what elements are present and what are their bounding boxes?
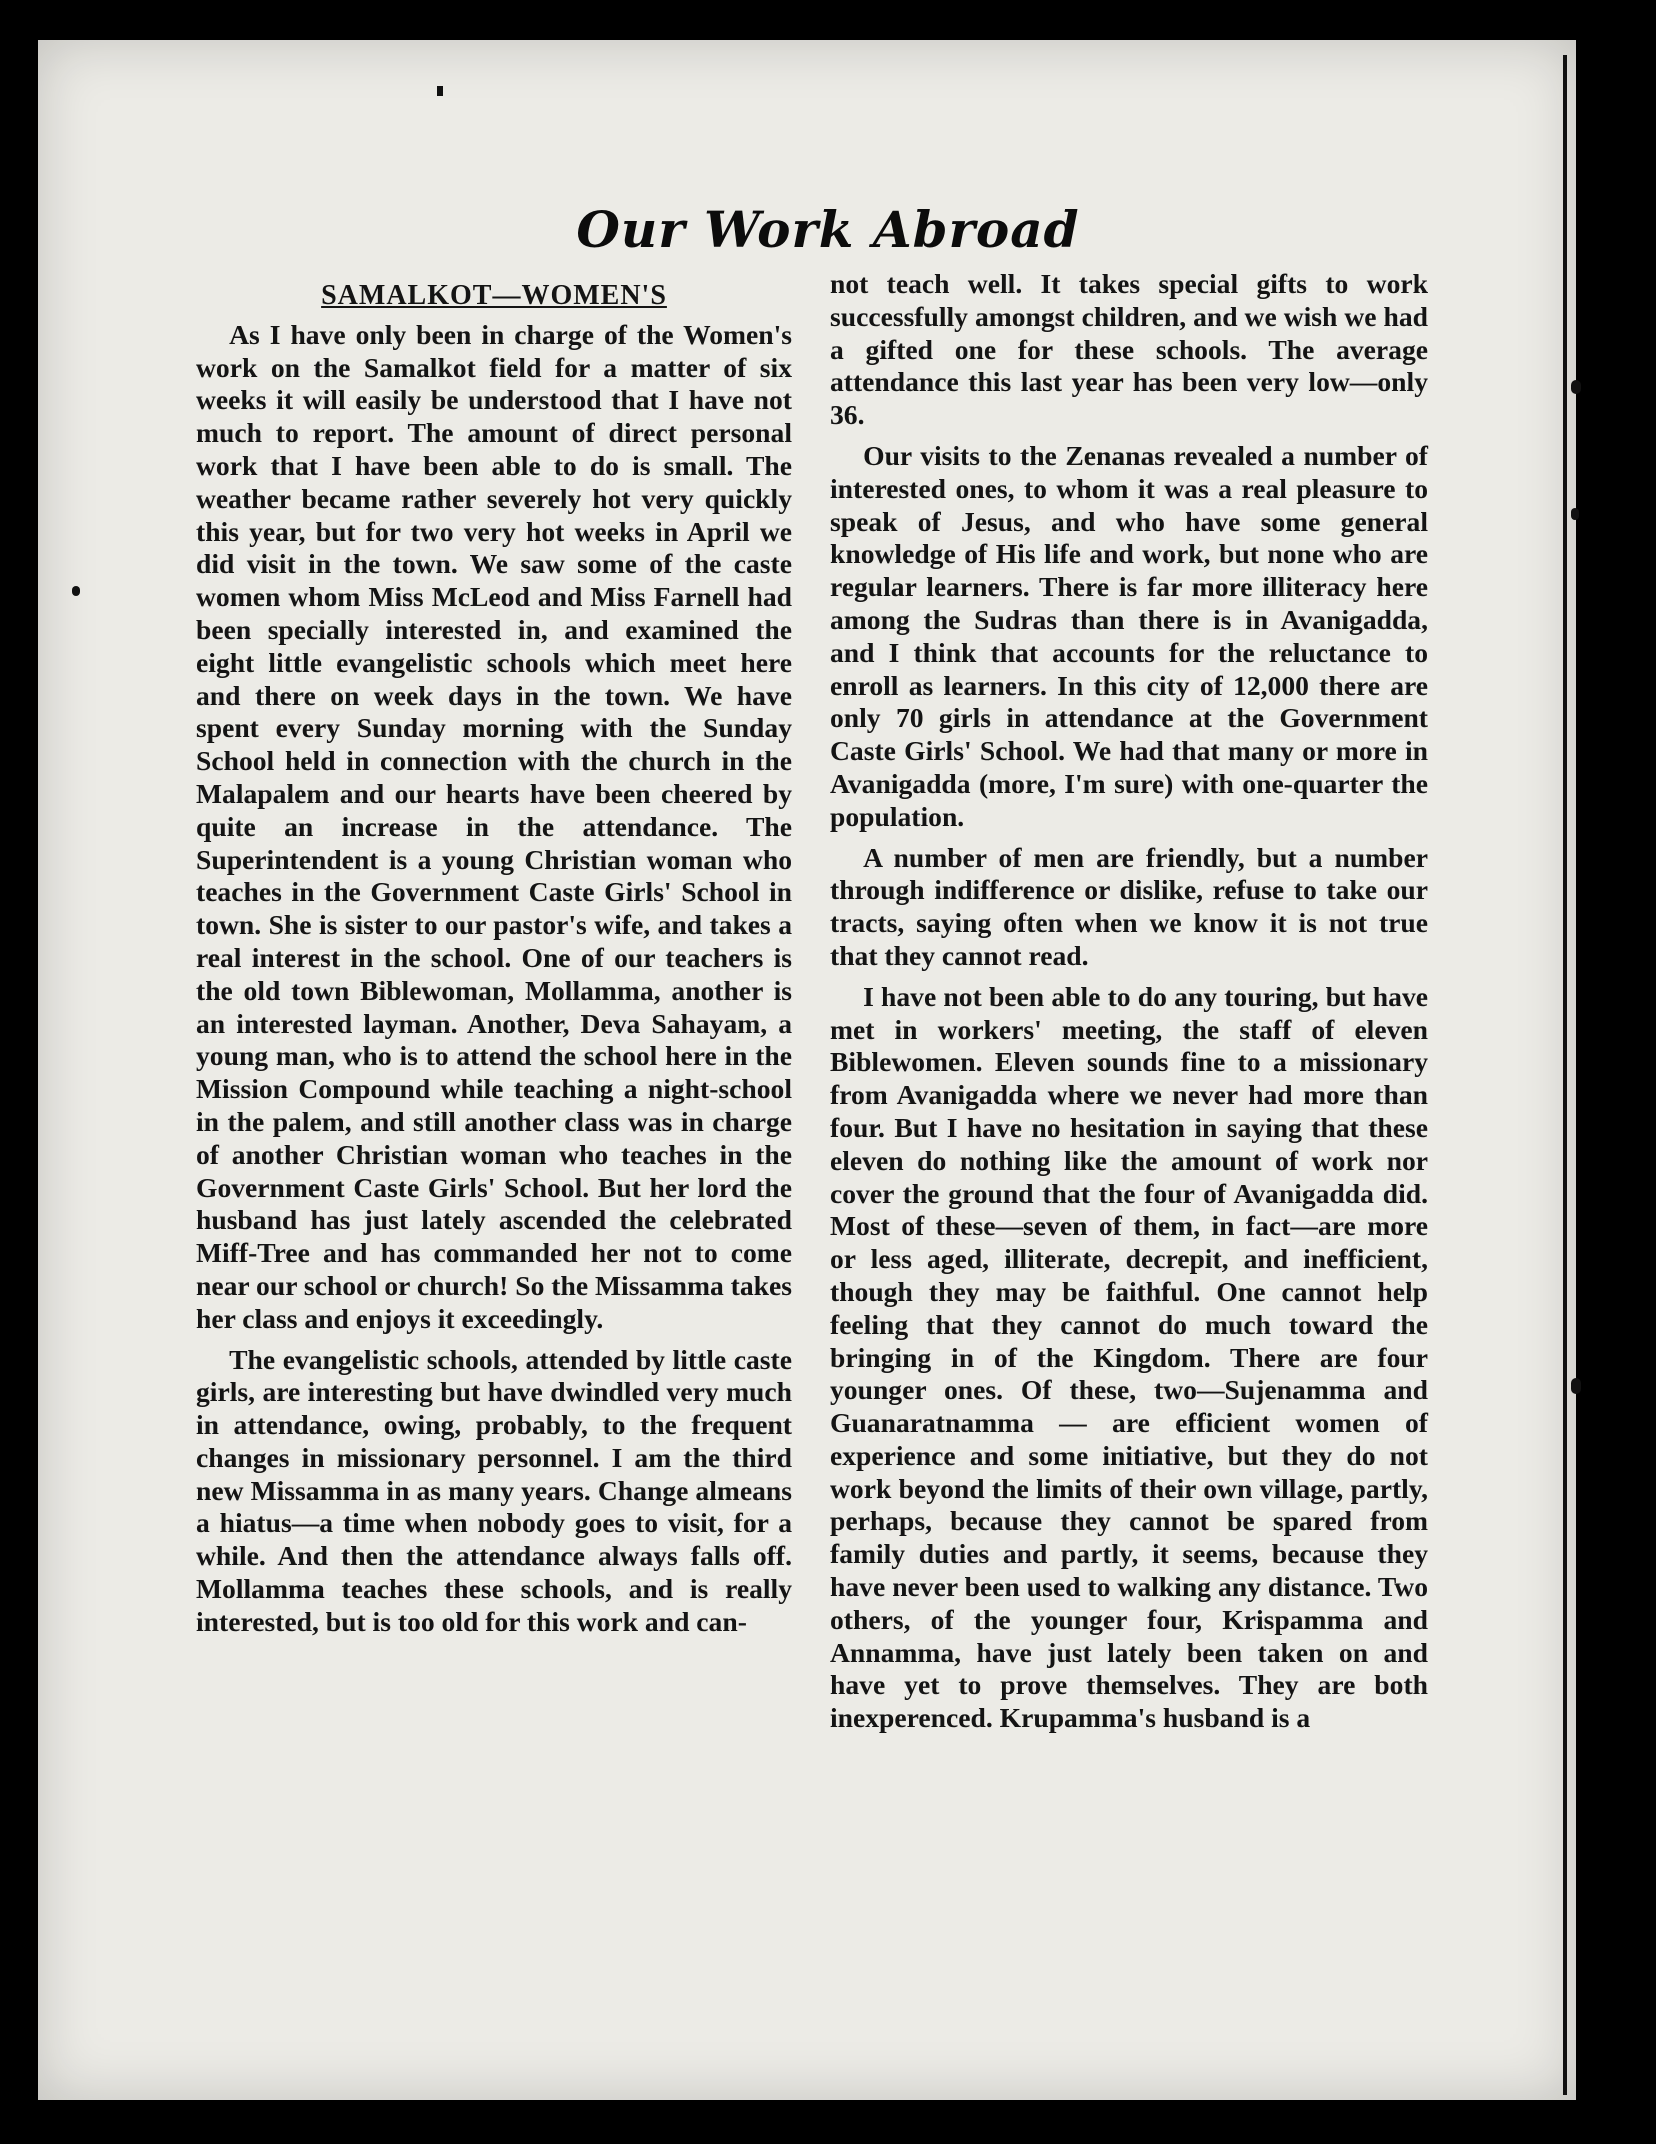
paragraph: A number of men are friendly, but a number through indifference or dislike, refuse to take our tracts, saying often when we know it is not true that they cannot read. xyxy=(830,841,1428,971)
column-left xyxy=(196,280,792,1647)
paragraph: not teach well. It takes special gifts to work successfully amongst children, and we wish we had a gifted one for these schools. The average attendance this last year has been very low—only 36. xyxy=(830,268,1428,431)
page-edge-rule xyxy=(1563,55,1567,2095)
section-header: Our Work Abroad xyxy=(576,200,1080,259)
margin-mark-right-3 xyxy=(1571,1378,1581,1394)
margin-mark-top xyxy=(437,86,443,96)
article-title: SAMALKOT—WOMEN'S xyxy=(321,280,667,311)
margin-mark-left xyxy=(72,586,80,596)
column-right xyxy=(830,268,1428,1743)
paragraph: Our visits to the Zenanas revealed a number of interested ones, to whom it was a real pleasure to speak of Jesus, and who have some general knowledge of His life and work, but none who are regular learners. There is far more illiteracy here among the Sudras than there is in Avanigadda, and I think that accounts for the reluctance to enroll as learners. In this city of 12,000 there are only 70 girls in attendance at the Government Caste Girls' School. We had that many or more in Avanigadda (more, I'm sure) with one-quarter the population. xyxy=(830,439,1428,832)
paragraph: The evangelistic schools, attended by little caste girls, are interesting but have dwindled very much in attendance, owing, probably, to the frequent changes in missionary personnel. I am the third new Missamma in as many years. Change almeans a hiatus—a time when nobody goes to visit, for a while. And then the attendance always falls off. Mollamma teaches these schools, and is really interested, but is too old for this work and can- xyxy=(196,1343,792,1637)
margin-mark-right-1 xyxy=(1571,380,1581,394)
margin-mark-right-2 xyxy=(1571,508,1579,520)
paragraph: I have not been able to do any touring, but have met in workers' meeting, the staff of eleven Biblewomen. Eleven sounds fine to a missionary from Avanigadda where we never had more than four. But I have no hesitation in saying that these eleven do nothing like the amount of work nor cover the ground that the four of Avanigadda did. Most of these—seven of them, in fact—are more or less aged, illiterate, decrepit, and inefficient, though they may be faithful. One cannot help feeling that they cannot do much toward the bringing in of the Kingdom. There are four younger ones. Of these, two—Sujenamma and Guanaratnamma — are efficient women of experience and some initiative, but they do not work beyond the limits of their own village, partly, perhaps, because they cannot be spared from family duties and partly, it seems, because they have never been used to walking any distance. Two others, of the younger four, Krispamma and Annamma, have just lately been taken on and have yet to prove themselves. They are both inexperenced. Krupamma's husband is a xyxy=(830,980,1428,1734)
paragraph: As I have only been in charge of the Women's work on the Samalkot field for a matter of six weeks it will easily be understood that I have not much to report. The amount of direct personal work that I have been able to do is small. The weather became rather severely hot very quickly this year, but for two very hot weeks in April we did visit in the town. We saw some of the caste women whom Miss McLeod and Miss Farnell had been specially interested in, and examined the eight little evangelistic schools which meet here and there on week days in the town. We have spent every Sunday morning with the Sunday School held in connection with the church in the Malapalem and our hearts have been cheered by quite an increase in the attendance. The Superintendent is a young Christian woman who teaches in the Government Caste Girls' School in town. She is sister to our pastor's wife, and takes a real interest in the school. One of our teachers is the old town Biblewoman, Mollamma, another is an interested layman. Another, Deva Sahayam, a young man, who is to attend the school here in the Mission Compound while teaching a night-school in the palem, and still another class was in charge of another Christian woman who teaches in the Government Caste Girls' School. But her lord the husband has just lately ascended the celebrated Miff-Tree and has commanded her not to come near our school or church! So the Missamma takes her class and enjoys it exceedingly. xyxy=(196,318,792,1334)
